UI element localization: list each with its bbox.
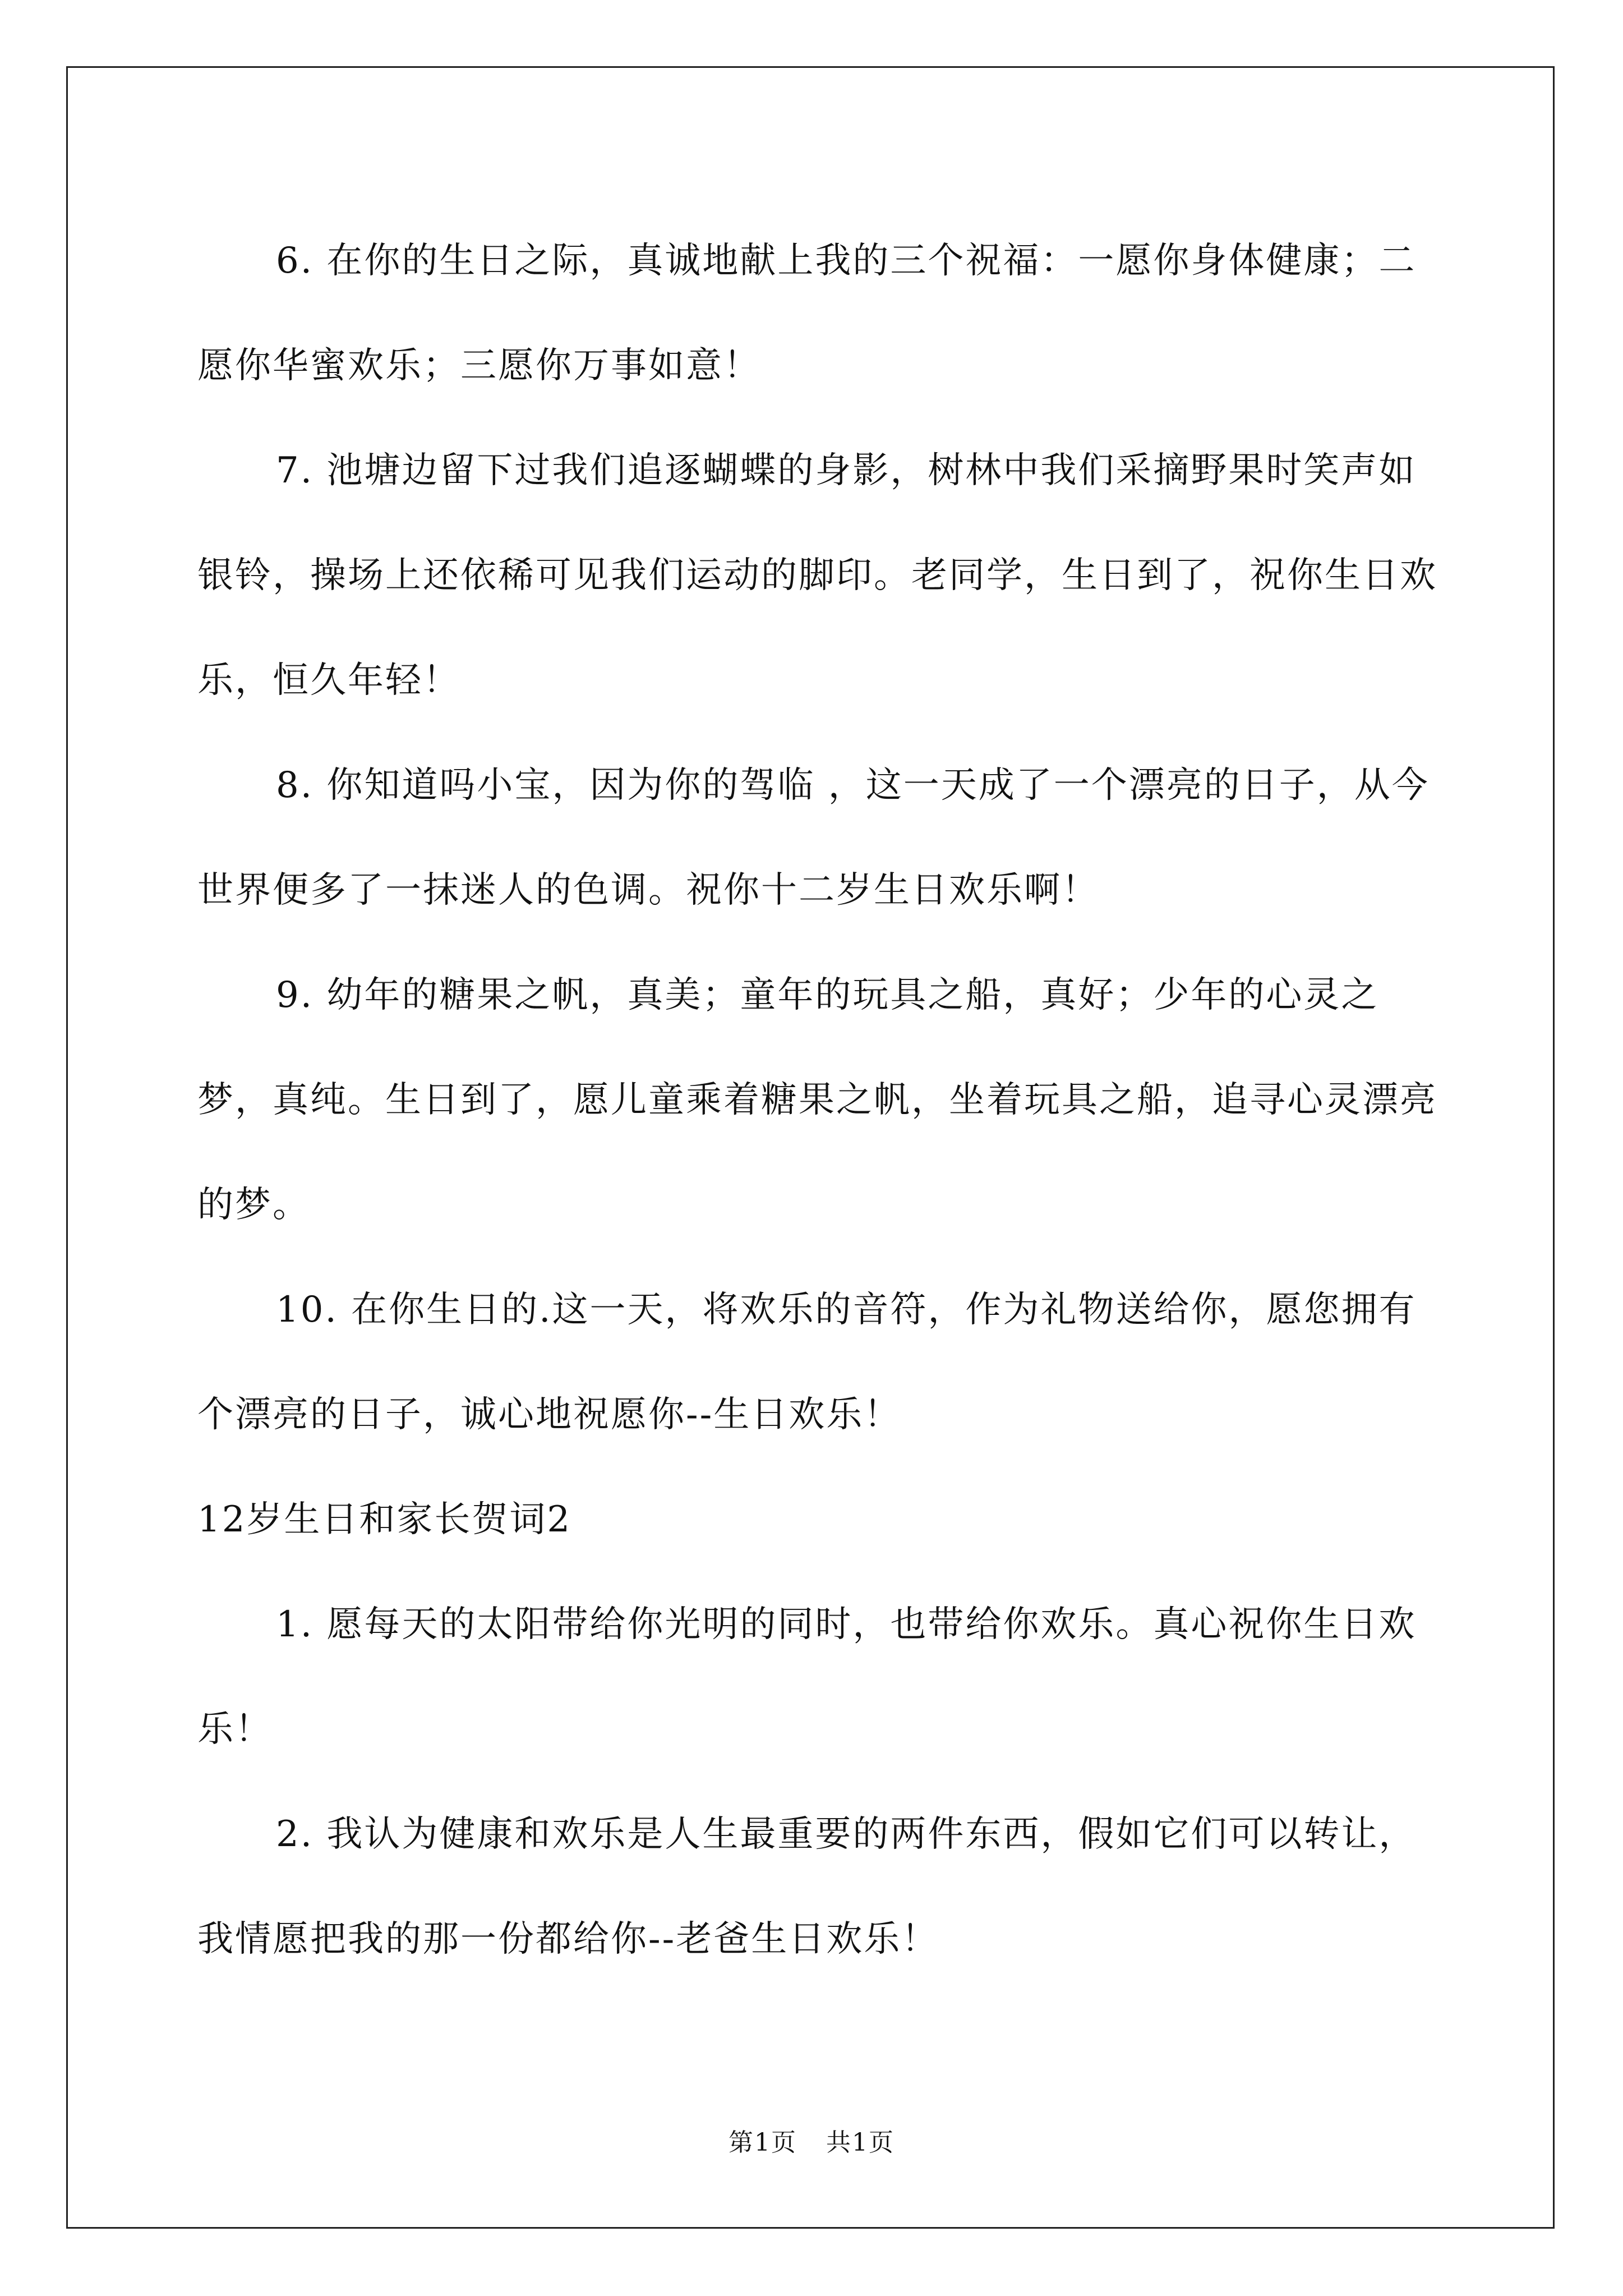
page-total: 共1页 bbox=[826, 2128, 895, 2157]
page-footer bbox=[0, 2126, 1623, 2160]
page-number: 第1页 bbox=[728, 2128, 797, 2157]
paragraph-item-1: 1. 愿每天的太阳带给你光明的同时，也带给你欢乐。真心祝你生日欢乐！ bbox=[197, 1604, 1417, 1750]
paragraph-item-6: 6. 在你的生日之际，真诚地献上我的三个祝福：一愿你身体健康；二愿你华蜜欢乐；三愿你万事如意！ bbox=[197, 240, 1417, 386]
paragraph-item-8: 8. 你知道吗小宝，因为你的驾临 ，这一天成了一个漂亮的日子，从今世界便多了一抹迷人的色调。祝你十二岁生日欢乐啊！ bbox=[197, 765, 1430, 911]
paragraph-item-2: 2. 我认为健康和欢乐是人生最重要的两件东西，假如它们可以转让，我情愿把我的那一份都给你--老爸生日欢乐！ bbox=[197, 1814, 1417, 1960]
section-heading: 12岁生日和家长贺词2 bbox=[197, 1499, 572, 1540]
document-body bbox=[197, 209, 1442, 1992]
paragraph-item-9: 9. 幼年的糖果之帆，真美；童年的玩具之船，真好；少年的心灵之梦，真纯。生日到了，愿儿童乘着糖果之帆，坐着玩具之船，追寻心灵漂亮的梦。 bbox=[197, 974, 1437, 1226]
paragraph-item-10: 10. 在你生日的.这一天，将欢乐的音符，作为礼物送给你，愿您拥有个漂亮的日子，诚心地祝愿你--生日欢乐！ bbox=[197, 1289, 1417, 1435]
paragraph-item-7: 7. 池塘边留下过我们追逐蝴蝶的身影，树林中我们采摘野果时笑声如银铃，操场上还依稀可见我们运动的脚印。老同学，生日到了，祝你生日欢乐，恒久年轻！ bbox=[197, 450, 1437, 701]
